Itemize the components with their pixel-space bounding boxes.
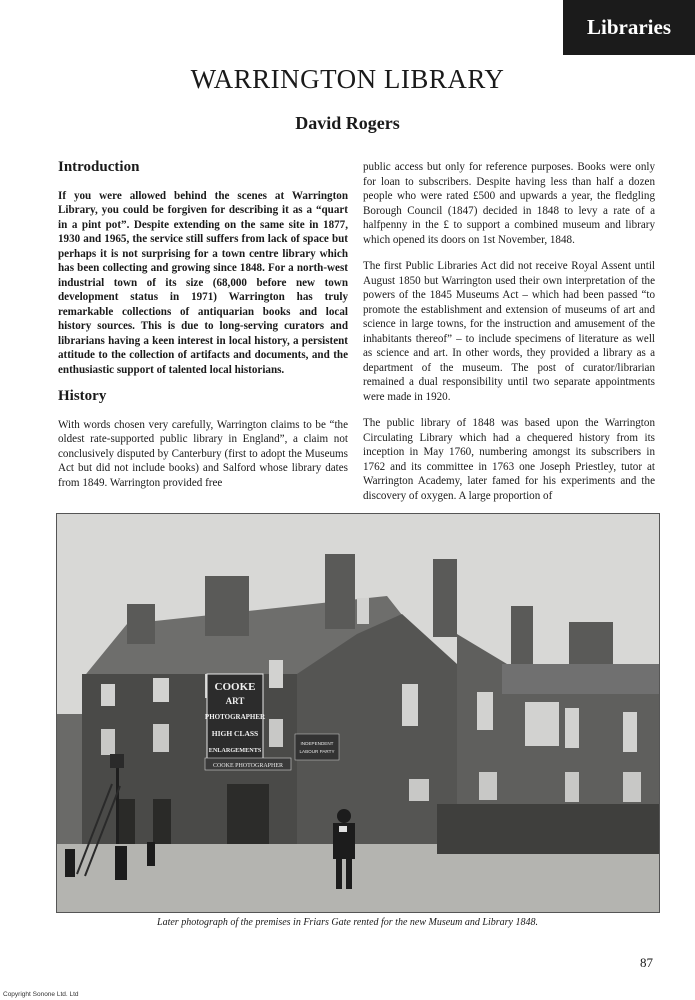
history-heading: History [58, 388, 107, 404]
body-paragraph: The public library of 1848 was based upon the Warrington Circulating Library which had a chequered history from its inception in May 1760, numbering amongst its subscribers in 1762 and its committee in 1763 one Joseph Priestley, tutor at Warrington Academy, later famed for his experiments and the discovery of oxygen. A large proportion of [363, 417, 655, 502]
sign-text: ART [225, 696, 245, 706]
sign-text: HIGH CLASS [211, 729, 259, 738]
photo-caption: Later photograph of the premises in Friars Gate rented for the new Museum and Library 1848. [157, 917, 538, 928]
author-name: David Rogers [295, 113, 400, 133]
copyright-notice: Copyright Sonone Ltd. Ltd [3, 991, 79, 998]
sign-text: LABOUR PARTY [299, 749, 335, 754]
right-column [363, 160, 655, 515]
sign-text: COOKE PHOTOGRAPHER [212, 763, 284, 769]
body-paragraph: The first Public Libraries Act did not receive Royal Assent until August 1850 but Warrington used their own interpretation of the powers of the 1845 Museums Act – which had been passed “to promote the establishment and extension of museums of art and science in large towns, for the instruction and amusement of the inhabitants thereof” – to include specimens of literature as well as science and art. In other words, they provided a library as a department of the museum. The post of curator/librarian remained a dual responsibility until two separate appointments were made in 1920. [363, 260, 655, 403]
sign-text: INDEPENDENT [300, 741, 334, 746]
body-paragraph: public access but only for reference purposes. Books were only for loan to subscribers. Despite having less than half a dozen people who were rated £500 and upwards a year, the fledgling Borough Council (1847) decided in 1848 to levy a rate of a halfpenny in the £ to support a combined museum and library which opened its doors on 1st November, 1848. [363, 161, 655, 246]
left-column [58, 158, 348, 502]
section-tab: Libraries [563, 0, 695, 55]
sign-text: ENLARGEMENTS [208, 747, 262, 754]
photo-illustration [57, 514, 659, 912]
historic-building-photo [56, 513, 660, 913]
sign-text: COOKE [214, 681, 256, 693]
history-paragraph: With words chosen very carefully, Warrington claims to be “the oldest rate-supported public library in England”, a claim not conclusively disputed by Canterbury (first to adopt the Museums Act but did not include books) and Salford whose library dates from 1849. Warrington provided free [58, 418, 348, 489]
sign-text: PHOTOGRAPHER [204, 713, 266, 721]
introduction-paragraph: If you were allowed behind the scenes at Warrington Library, you could be forgiven for describing it as a “quart in a pint pot”. Despite extending on the same site in 1877, 1930 and 1965, the service still suffers from lack of space but perhaps it is not surprising for a town centre library which has been collecting and growing since 1848. For a north-west industrial town of its size (68,000 before new town development status in 1971) Warrington has truly remarkable collections of antiquarian books and local history sources. This is due to long-serving curators and librarians having a keen interest in local history, a persistent attitude to the collection of artifacts and documents, and the enthusiastic support of talented local historians. [58, 189, 348, 376]
introduction-heading: Introduction [58, 159, 140, 175]
article-title: WARRINGTON LIBRARY [190, 64, 505, 94]
page-number: 87 [640, 955, 653, 970]
